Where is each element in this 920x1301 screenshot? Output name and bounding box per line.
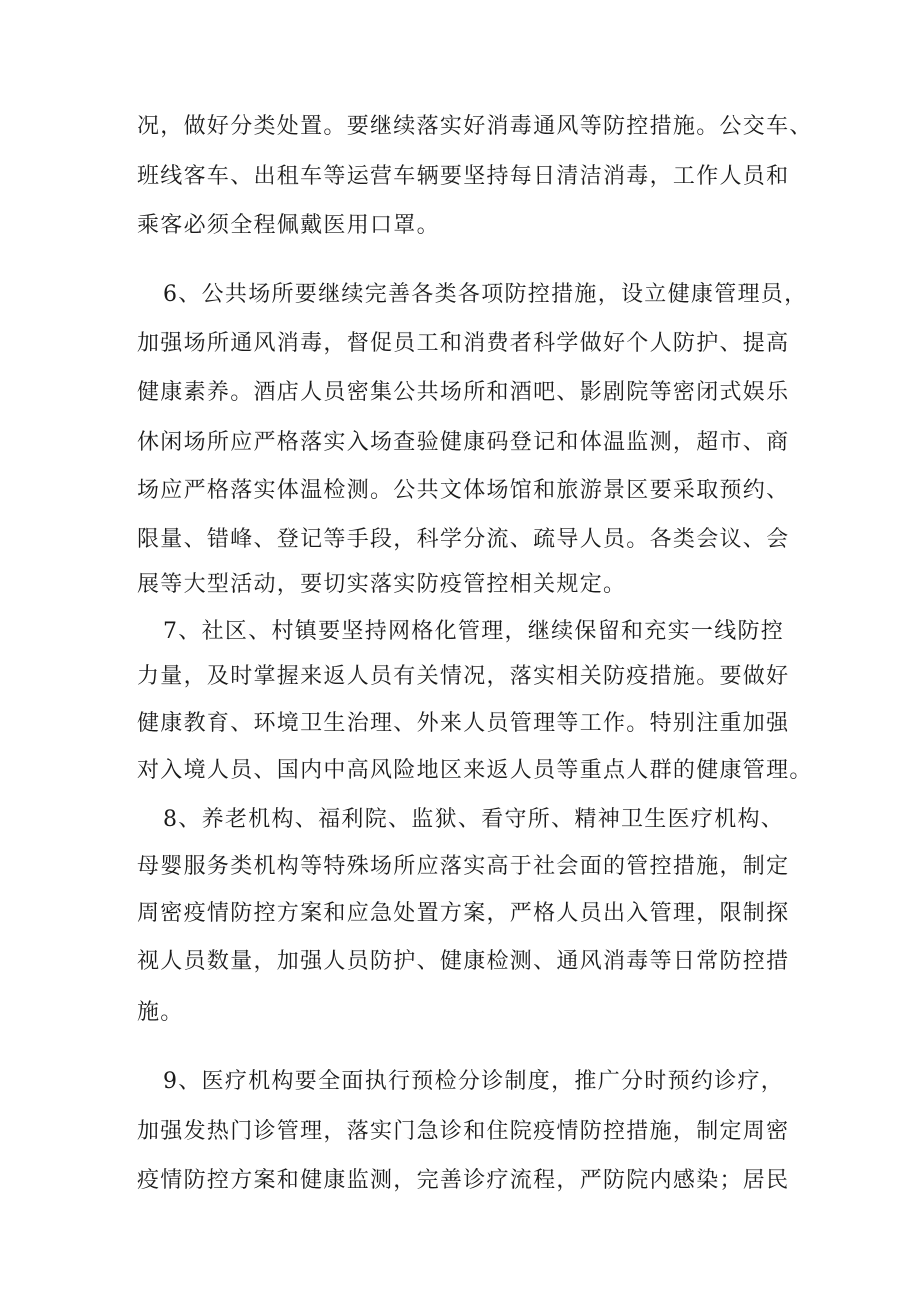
paragraph-line: 母婴服务类机构等特殊场所应落实高于社会面的管控措施，制定: [137, 854, 790, 879]
paragraph-line: 视人员数量，加强人员防护、健康检测、通风消毒等日常防控措: [137, 949, 790, 974]
paragraph-line: 健康教育、环境卫生治理、外来人员管理等工作。特别注重加强: [137, 711, 790, 736]
paragraph-line: 休闲场所应严格落实入场查验健康码登记和体温监测，超市、商: [137, 430, 790, 455]
paragraph-line: 疫情防控方案和健康监测，完善诊疗流程，严防院内感染；居民: [137, 1168, 790, 1193]
paragraph-line: 场应严格落实体温检测。公共文体场馆和旅游景区要采取预约、: [137, 478, 790, 503]
paragraph-line: 况，做好分类处置。要继续落实好消毒通风等防控措施。公交车、: [137, 114, 813, 139]
paragraph-line: 8、养老机构、福利院、监狱、看守所、精神卫生医疗机构、: [163, 807, 785, 832]
paragraph-line: 力量，及时掌握来返人员有关情况，落实相关防疫措施。要做好: [137, 664, 790, 689]
paragraph-line: 对入境人员、国内中高风险地区来返人员等重点人群的健康管理。: [137, 758, 813, 783]
paragraph-line: 6、公共场所要继续完善各类各项防控措施，设立健康管理员，: [163, 282, 808, 307]
paragraph-line: 加强发热门诊管理，落实门急诊和住院疫情防控措施，制定周密: [137, 1119, 790, 1144]
paragraph-line: 展等大型活动，要切实落实防疫管控相关规定。: [137, 572, 627, 597]
paragraph-line: 周密疫情防控方案和应急处置方案，严格人员出入管理，限制探: [137, 901, 790, 926]
paragraph-line: 7、社区、村镇要坚持网格化管理，继续保留和充实一线防控: [163, 619, 785, 644]
paragraph-line: 班线客车、出租车等运营车辆要坚持每日清洁消毒，工作人员和: [137, 164, 790, 189]
paragraph-line: 施。: [137, 1000, 184, 1025]
paragraph-line: 健康素养。酒店人员密集公共场所和酒吧、影剧院等密闭式娱乐: [137, 380, 790, 405]
paragraph-line: 9、医疗机构要全面执行预检分诊制度，推广分时预约诊疗，: [163, 1069, 785, 1094]
paragraph-line: 乘客必须全程佩戴医用口罩。: [137, 213, 440, 238]
paragraph-line: 加强场所通风消毒，督促员工和消费者科学做好个人防护、提高: [137, 331, 790, 356]
paragraph-line: 限量、错峰、登记等手段，科学分流、疏导人员。各类会议、会: [137, 527, 790, 552]
